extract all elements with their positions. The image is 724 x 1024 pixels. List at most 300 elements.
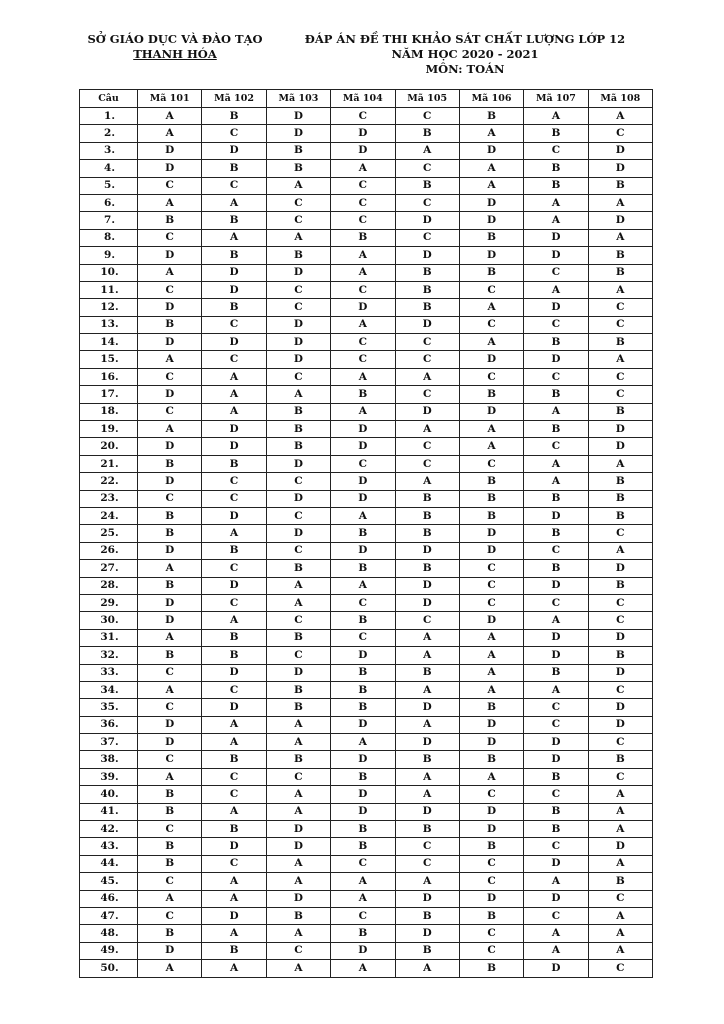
answer-cell: B (524, 560, 588, 577)
answer-cell: A (266, 873, 330, 890)
answer-key-body (80, 108, 653, 978)
answer-cell: A (588, 194, 652, 211)
answer-cell: B (266, 907, 330, 924)
answer-cell: A (202, 716, 266, 733)
answer-cell: D (202, 507, 266, 524)
question-number-cell: 36. (80, 716, 138, 733)
question-number-cell: 34. (80, 681, 138, 698)
answer-cell: A (459, 681, 523, 698)
answer-cell: A (202, 368, 266, 385)
answer-cell: A (524, 612, 588, 629)
answer-cell: C (588, 368, 652, 385)
answer-cell: C (138, 751, 202, 768)
answer-cell: C (524, 786, 588, 803)
answer-cell: B (138, 525, 202, 542)
answer-cell: A (524, 681, 588, 698)
answer-cell: D (266, 334, 330, 351)
answer-cell: B (138, 855, 202, 872)
answer-cell: B (524, 386, 588, 403)
answer-cell: C (459, 786, 523, 803)
answer-cell: D (138, 160, 202, 177)
answer-cell: D (331, 421, 395, 438)
question-number-cell: 2. (80, 125, 138, 142)
answer-cell: C (331, 194, 395, 211)
answer-cell: B (331, 612, 395, 629)
question-number-cell: 14. (80, 334, 138, 351)
answer-cell: D (138, 438, 202, 455)
answer-cell: A (395, 716, 459, 733)
answer-cell: A (588, 281, 652, 298)
question-number-cell: 48. (80, 925, 138, 942)
question-number-cell: 49. (80, 942, 138, 959)
answer-cell: A (331, 577, 395, 594)
answer-cell: B (202, 647, 266, 664)
table-row (80, 281, 653, 298)
question-number-cell: 27. (80, 560, 138, 577)
answer-cell: D (524, 247, 588, 264)
question-number-cell: 11. (80, 281, 138, 298)
answer-cell: D (395, 403, 459, 420)
answer-cell: B (395, 907, 459, 924)
issuer-province: THANH HÓA (133, 47, 217, 61)
answer-cell: B (266, 160, 330, 177)
answer-cell: A (588, 455, 652, 472)
answer-cell: B (459, 490, 523, 507)
answer-cell: D (395, 247, 459, 264)
answer-cell: B (395, 664, 459, 681)
answer-cell: B (266, 699, 330, 716)
answer-cell: A (395, 368, 459, 385)
answer-cell: D (202, 838, 266, 855)
answer-cell: B (138, 577, 202, 594)
answer-cell: A (202, 403, 266, 420)
answer-cell: D (266, 264, 330, 281)
answer-cell: D (459, 612, 523, 629)
answer-cell: A (266, 734, 330, 751)
answer-cell: C (138, 821, 202, 838)
answer-cell: C (524, 438, 588, 455)
table-row (80, 855, 653, 872)
answer-cell: C (524, 838, 588, 855)
answer-cell: D (459, 351, 523, 368)
answer-cell: B (395, 507, 459, 524)
answer-cell: C (202, 316, 266, 333)
answer-cell: B (459, 838, 523, 855)
answer-cell: D (588, 421, 652, 438)
answer-cell: C (459, 316, 523, 333)
answer-cell: D (202, 577, 266, 594)
answer-cell: C (202, 855, 266, 872)
answer-cell: D (395, 925, 459, 942)
answer-cell: A (588, 351, 652, 368)
answer-cell: D (202, 907, 266, 924)
answer-cell: A (331, 316, 395, 333)
question-number-cell: 19. (80, 421, 138, 438)
question-number-cell: 6. (80, 194, 138, 211)
answer-cell: A (202, 612, 266, 629)
table-row (80, 421, 653, 438)
answer-cell: B (331, 681, 395, 698)
answer-cell: A (202, 194, 266, 211)
answer-cell: B (524, 525, 588, 542)
question-number-cell: 32. (80, 647, 138, 664)
answer-cell: D (138, 247, 202, 264)
column-header-code: Mã 103 (266, 90, 330, 108)
answer-cell: B (524, 664, 588, 681)
answer-cell: C (459, 560, 523, 577)
answer-cell: B (524, 490, 588, 507)
table-row (80, 473, 653, 490)
table-row (80, 734, 653, 751)
answer-cell: D (266, 455, 330, 472)
answer-cell: D (331, 542, 395, 559)
answer-cell: D (524, 577, 588, 594)
answer-cell: B (202, 629, 266, 646)
answer-cell: C (395, 386, 459, 403)
answer-cell: C (588, 316, 652, 333)
answer-cell: C (138, 873, 202, 890)
table-row (80, 125, 653, 142)
answer-cell: D (266, 108, 330, 125)
answer-cell: D (331, 647, 395, 664)
answer-cell: C (266, 507, 330, 524)
answer-cell: D (138, 299, 202, 316)
answer-cell: C (331, 281, 395, 298)
answer-cell: A (331, 890, 395, 907)
table-row (80, 612, 653, 629)
answer-cell: B (266, 142, 330, 159)
answer-cell: C (331, 212, 395, 229)
answer-cell: C (202, 351, 266, 368)
answer-cell: C (588, 386, 652, 403)
answer-cell: A (459, 768, 523, 785)
answer-cell: A (395, 629, 459, 646)
answer-cell: D (331, 490, 395, 507)
answer-cell: A (588, 542, 652, 559)
question-number-cell: 29. (80, 594, 138, 611)
answer-cell: B (202, 751, 266, 768)
table-row (80, 194, 653, 211)
answer-cell: D (524, 629, 588, 646)
answer-cell: B (202, 108, 266, 125)
table-row (80, 664, 653, 681)
question-number-cell: 13. (80, 316, 138, 333)
answer-cell: C (588, 594, 652, 611)
answer-cell: D (588, 160, 652, 177)
table-row (80, 438, 653, 455)
table-row (80, 229, 653, 246)
answer-cell: D (138, 386, 202, 403)
answer-cell: D (524, 351, 588, 368)
answer-cell: A (266, 925, 330, 942)
answer-cell: D (459, 734, 523, 751)
answer-cell: B (524, 160, 588, 177)
answer-cell: A (202, 229, 266, 246)
answer-cell: C (266, 612, 330, 629)
answer-cell: D (524, 890, 588, 907)
answer-cell: A (524, 108, 588, 125)
answer-cell: B (331, 525, 395, 542)
table-row (80, 960, 653, 977)
answer-cell: D (588, 716, 652, 733)
answer-cell: A (524, 473, 588, 490)
answer-cell: B (395, 125, 459, 142)
answer-cell: B (138, 212, 202, 229)
question-number-cell: 31. (80, 629, 138, 646)
answer-cell: C (331, 177, 395, 194)
answer-cell: B (524, 125, 588, 142)
answer-cell: C (459, 855, 523, 872)
table-row (80, 890, 653, 907)
answer-cell: A (524, 281, 588, 298)
answer-cell: D (138, 942, 202, 959)
answer-cell: D (331, 142, 395, 159)
answer-cell: B (459, 108, 523, 125)
table-row (80, 803, 653, 820)
answer-cell: C (138, 664, 202, 681)
answer-cell: B (524, 821, 588, 838)
answer-cell: A (266, 803, 330, 820)
answer-cell: B (459, 264, 523, 281)
answer-cell: B (395, 821, 459, 838)
answer-cell: C (524, 699, 588, 716)
answer-cell: D (331, 751, 395, 768)
answer-cell: C (331, 855, 395, 872)
answer-cell: B (588, 473, 652, 490)
answer-cell: D (459, 542, 523, 559)
answer-cell: C (138, 403, 202, 420)
table-row (80, 368, 653, 385)
answer-cell: D (395, 212, 459, 229)
answer-cell: A (138, 108, 202, 125)
question-number-cell: 37. (80, 734, 138, 751)
answer-cell: D (459, 821, 523, 838)
school-year: NĂM HỌC 2020 - 2021 (391, 47, 539, 61)
answer-cell: B (395, 560, 459, 577)
answer-cell: C (524, 594, 588, 611)
document-header (0, 24, 724, 84)
issuer-block (80, 32, 270, 62)
question-number-cell: 7. (80, 212, 138, 229)
table-row (80, 177, 653, 194)
column-header-code: Mã 108 (588, 90, 652, 108)
answer-cell: B (266, 560, 330, 577)
table-row (80, 212, 653, 229)
answer-cell: D (459, 716, 523, 733)
answer-cell: B (266, 681, 330, 698)
answer-cell: A (524, 194, 588, 211)
answer-cell: B (588, 177, 652, 194)
answer-cell: C (331, 594, 395, 611)
answer-cell: D (588, 142, 652, 159)
answer-cell: B (331, 821, 395, 838)
answer-cell: B (138, 786, 202, 803)
answer-cell: D (459, 890, 523, 907)
column-header-code: Mã 102 (202, 90, 266, 108)
answer-cell: B (588, 490, 652, 507)
question-number-cell: 30. (80, 612, 138, 629)
answer-cell: C (266, 942, 330, 959)
answer-cell: D (524, 751, 588, 768)
question-number-cell: 5. (80, 177, 138, 194)
answer-cell: B (459, 386, 523, 403)
table-row (80, 838, 653, 855)
answer-cell: C (459, 455, 523, 472)
answer-cell: C (524, 542, 588, 559)
answer-cell: D (395, 699, 459, 716)
answer-cell: A (524, 212, 588, 229)
question-number-cell: 33. (80, 664, 138, 681)
answer-cell: D (266, 490, 330, 507)
answer-cell: C (202, 125, 266, 142)
answer-cell: A (202, 873, 266, 890)
answer-cell: B (588, 873, 652, 890)
answer-cell: C (459, 281, 523, 298)
answer-cell: B (266, 438, 330, 455)
table-row (80, 403, 653, 420)
answer-cell: B (331, 925, 395, 942)
answer-cell: C (459, 925, 523, 942)
table-row (80, 925, 653, 942)
answer-cell: B (202, 212, 266, 229)
answer-cell: B (202, 247, 266, 264)
answer-cell: B (331, 768, 395, 785)
answer-cell: C (524, 142, 588, 159)
answer-cell: D (588, 212, 652, 229)
answer-cell: D (331, 473, 395, 490)
answer-cell: B (331, 386, 395, 403)
table-row (80, 334, 653, 351)
answer-cell: B (588, 334, 652, 351)
answer-cell: A (138, 960, 202, 977)
answer-cell: D (395, 577, 459, 594)
answer-cell: D (524, 734, 588, 751)
answer-cell: D (331, 438, 395, 455)
answer-cell: A (202, 734, 266, 751)
answer-cell: D (202, 664, 266, 681)
answer-cell: C (524, 368, 588, 385)
answer-cell: A (459, 177, 523, 194)
answer-cell: B (588, 647, 652, 664)
answer-cell: B (395, 299, 459, 316)
answer-cell: C (138, 177, 202, 194)
answer-cell: A (202, 803, 266, 820)
answer-cell: B (331, 664, 395, 681)
answer-cell: D (202, 281, 266, 298)
answer-cell: C (524, 716, 588, 733)
answer-cell: D (459, 525, 523, 542)
answer-key-header (80, 90, 653, 108)
question-number-cell: 45. (80, 873, 138, 890)
answer-cell: B (266, 751, 330, 768)
answer-cell: A (266, 177, 330, 194)
answer-cell: C (266, 212, 330, 229)
answer-cell: A (202, 386, 266, 403)
answer-cell: A (588, 855, 652, 872)
answer-cell: C (202, 594, 266, 611)
answer-cell: A (138, 194, 202, 211)
answer-cell: B (202, 160, 266, 177)
subject: MÔN: TOÁN (425, 62, 505, 76)
title-block (280, 32, 650, 77)
table-row (80, 629, 653, 646)
question-number-cell: 18. (80, 403, 138, 420)
answer-cell: B (395, 177, 459, 194)
answer-cell: D (395, 890, 459, 907)
answer-cell: B (138, 647, 202, 664)
answer-cell: C (138, 368, 202, 385)
column-header-code: Mã 104 (331, 90, 395, 108)
answer-cell: A (459, 334, 523, 351)
answer-cell: A (588, 821, 652, 838)
answer-cell: A (588, 229, 652, 246)
answer-cell: D (266, 525, 330, 542)
answer-cell: A (266, 786, 330, 803)
answer-cell: C (395, 194, 459, 211)
answer-cell: A (395, 421, 459, 438)
answer-cell: C (459, 594, 523, 611)
answer-cell: C (395, 838, 459, 855)
answer-cell: C (395, 229, 459, 246)
answer-cell: B (524, 803, 588, 820)
table-row (80, 647, 653, 664)
answer-cell: B (459, 907, 523, 924)
answer-cell: B (588, 577, 652, 594)
answer-cell: A (266, 960, 330, 977)
answer-cell: A (266, 229, 330, 246)
question-number-cell: 22. (80, 473, 138, 490)
answer-cell: D (588, 438, 652, 455)
answer-cell: B (266, 629, 330, 646)
answer-cell: B (395, 525, 459, 542)
answer-cell: A (138, 351, 202, 368)
answer-cell: D (331, 803, 395, 820)
answer-cell: B (331, 229, 395, 246)
column-header-code: Mã 101 (138, 90, 202, 108)
answer-cell: A (266, 594, 330, 611)
answer-cell: C (266, 473, 330, 490)
answer-cell: B (524, 334, 588, 351)
question-number-cell: 38. (80, 751, 138, 768)
column-header-code: Mã 105 (395, 90, 459, 108)
answer-cell: A (331, 734, 395, 751)
answer-cell: C (138, 490, 202, 507)
question-number-cell: 20. (80, 438, 138, 455)
answer-cell: B (202, 942, 266, 959)
answer-cell: D (524, 855, 588, 872)
table-row (80, 699, 653, 716)
answer-cell: C (202, 768, 266, 785)
table-row (80, 873, 653, 890)
answer-cell: B (459, 699, 523, 716)
answer-cell: C (524, 316, 588, 333)
answer-cell: C (459, 942, 523, 959)
table-row (80, 247, 653, 264)
answer-cell: C (202, 490, 266, 507)
answer-cell: D (138, 734, 202, 751)
answer-cell: A (395, 681, 459, 698)
answer-cell: A (138, 125, 202, 142)
answer-cell: A (331, 160, 395, 177)
answer-cell: B (459, 473, 523, 490)
answer-cell: A (588, 786, 652, 803)
answer-cell: B (266, 421, 330, 438)
answer-cell: C (138, 229, 202, 246)
answer-cell: A (395, 873, 459, 890)
answer-cell: D (266, 316, 330, 333)
answer-cell: C (524, 907, 588, 924)
answer-cell: D (138, 473, 202, 490)
